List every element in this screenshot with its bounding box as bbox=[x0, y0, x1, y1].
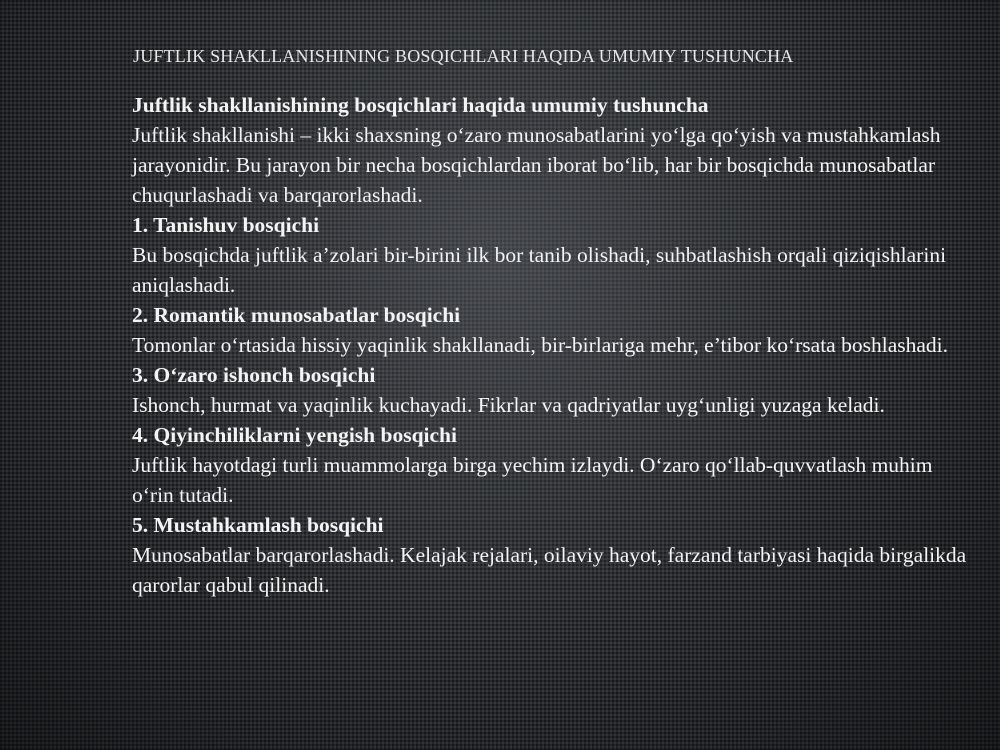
stage-2-heading: 2. Romantik munosabatlar bosqichi bbox=[132, 303, 461, 327]
intro-heading: Juftlik shakllanishining bosqichlari haqida umumiy tushuncha bbox=[132, 93, 709, 117]
intro-text: Juftlik shakllanishi – ikki shaxsning o‘zaro munosabatlarini yo‘lga qo‘yish va mustahkamlash jarayonidir. Bu jarayon bir necha bosqichlardan iborat bo‘lib, har bir bosqichda munosabatlar chuqurlashadi va barqarorlashadi. bbox=[132, 123, 941, 207]
stage-5-heading: 5. Mustahkamlash bosqichi bbox=[132, 513, 384, 537]
stage-1-text: Bu bosqichda juftlik a’zolari bir-birini ilk bor tanib olishadi, suhbatlashish orqali qiziqishlarini aniqlashadi. bbox=[132, 243, 947, 297]
stage-2-text: Tomonlar o‘rtasida hissiy yaqinlik shakllanadi, bir-birlariga mehr, e’tibor ko‘rsata boshlashadi. bbox=[132, 333, 948, 357]
stage-3-heading: 3. O‘zaro ishonch bosqichi bbox=[132, 363, 376, 387]
stage-1-heading: 1. Tanishuv bosqichi bbox=[132, 213, 320, 237]
slide-content bbox=[132, 90, 972, 600]
stage-4-text: Juftlik hayotdagi turli muammolarga birga yechim izlaydi. O‘zaro qo‘llab-quvvatlash muhim o‘rin tutadi. bbox=[132, 453, 933, 507]
slide-title: JUFTLIK SHAKLLANISHINING BOSQICHLARI HAQIDA UMUMIY TUSHUNCHA bbox=[133, 46, 794, 66]
stage-4-heading: 4. Qiyinchiliklarni yengish bosqichi bbox=[132, 423, 457, 447]
stage-3-text: Ishonch, hurmat va yaqinlik kuchayadi. Fikrlar va qadriyatlar uyg‘unligi yuzaga keladi. bbox=[132, 393, 885, 417]
stage-5-text: Munosabatlar barqarorlashadi. Kelajak rejalari, oilaviy hayot, farzand tarbiyasi haqida birgalikda qarorlar qabul qilinadi. bbox=[132, 543, 967, 597]
